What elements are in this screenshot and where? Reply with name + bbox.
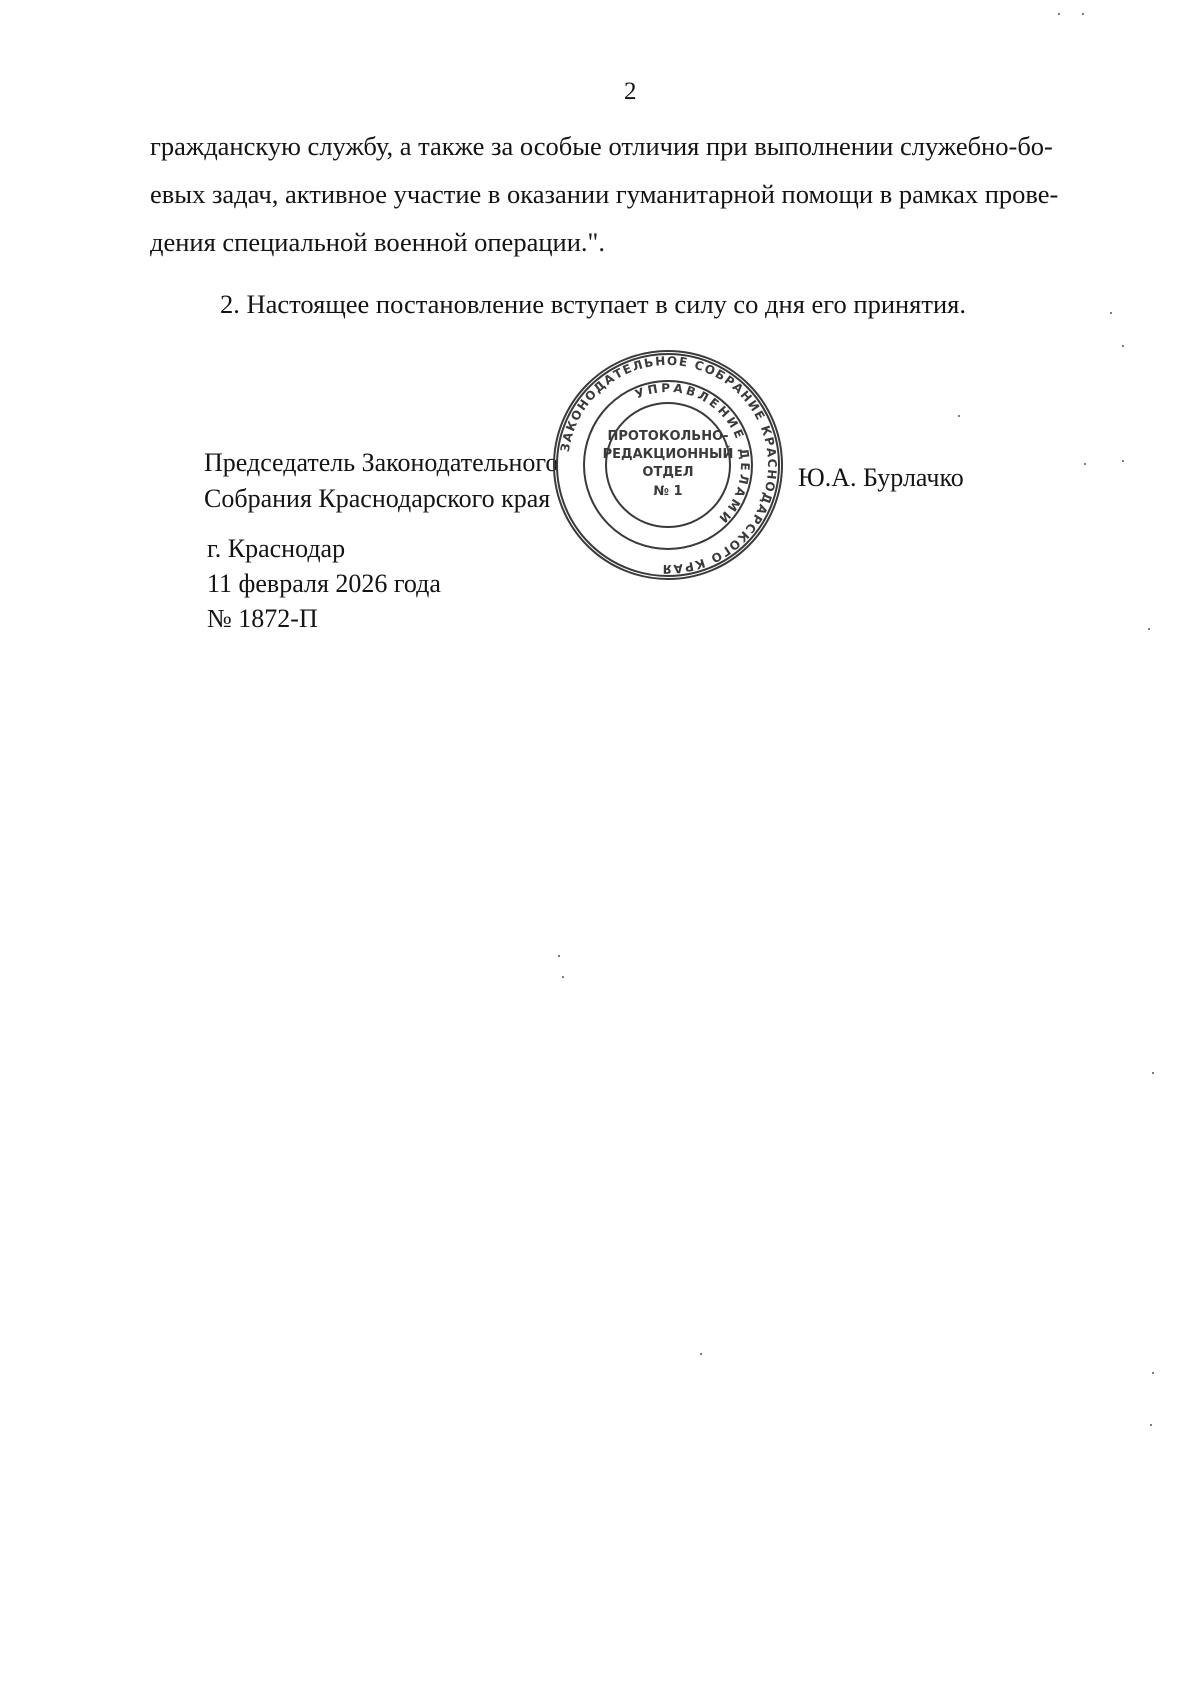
document-date: 11 февраля 2026 года — [207, 569, 441, 598]
scan-speck — [958, 415, 960, 417]
place-date-number — [207, 531, 441, 636]
paragraph-2: 2. Настоящее постановление вступает в силу со дня его принятия. — [220, 289, 966, 319]
scan-speck — [1152, 1372, 1154, 1374]
scan-speck — [1148, 628, 1150, 630]
scan-speck — [1110, 312, 1112, 314]
stamp-center-line-1: ПРОТОКОЛЬНО- — [607, 429, 729, 444]
scan-speck — [1122, 345, 1124, 347]
stamp-center-line-2: РЕДАКЦИОННЫЙ — [602, 447, 734, 462]
signatory-name: Ю.А. Бурлачко — [798, 463, 964, 492]
scan-speck — [1152, 1072, 1154, 1074]
scan-speck — [558, 955, 560, 957]
paragraph-1-line: дения специальной военной операции.". — [150, 227, 605, 257]
scan-speck — [562, 976, 564, 978]
stamp-inner-ring-text: УПРАВЛЕНИЕ ДЕЛАМИ — [633, 380, 753, 528]
paragraph-1-line: гражданскую службу, а также за особые отличия при выполнении служебно-бо- — [150, 131, 1053, 161]
official-stamp — [548, 345, 788, 585]
page-number: 2 — [624, 78, 637, 105]
scan-speck — [1150, 1424, 1152, 1426]
city: г. Краснодар — [207, 534, 346, 563]
signatory-title-line-1: Председатель Законодательного — [204, 448, 559, 477]
scan-speck — [1084, 463, 1086, 465]
signature-block — [204, 445, 558, 517]
paragraph-1-line: евых задач, активное участие в оказании гуманитарной помощи в рамках прове- — [150, 179, 1059, 209]
document-number: № 1872-П — [207, 604, 318, 633]
scan-speck — [1058, 13, 1060, 15]
scan-speck — [700, 1353, 702, 1355]
stamp-outer-text: ЗАКОНОДАТЕЛЬНОЕ СОБРАНИЕ КРАСНОДАРСКОГО КРАЯ — [557, 353, 780, 577]
scan-speck — [1082, 13, 1084, 15]
signatory-title-line-2: Собрания Краснодарского края — [204, 484, 551, 513]
paragraph-1 — [150, 122, 1110, 266]
stamp-center-line-4: № 1 — [653, 484, 683, 499]
stamp-center-line-3: ОТДЕЛ — [642, 465, 694, 480]
scan-speck — [1122, 460, 1124, 462]
